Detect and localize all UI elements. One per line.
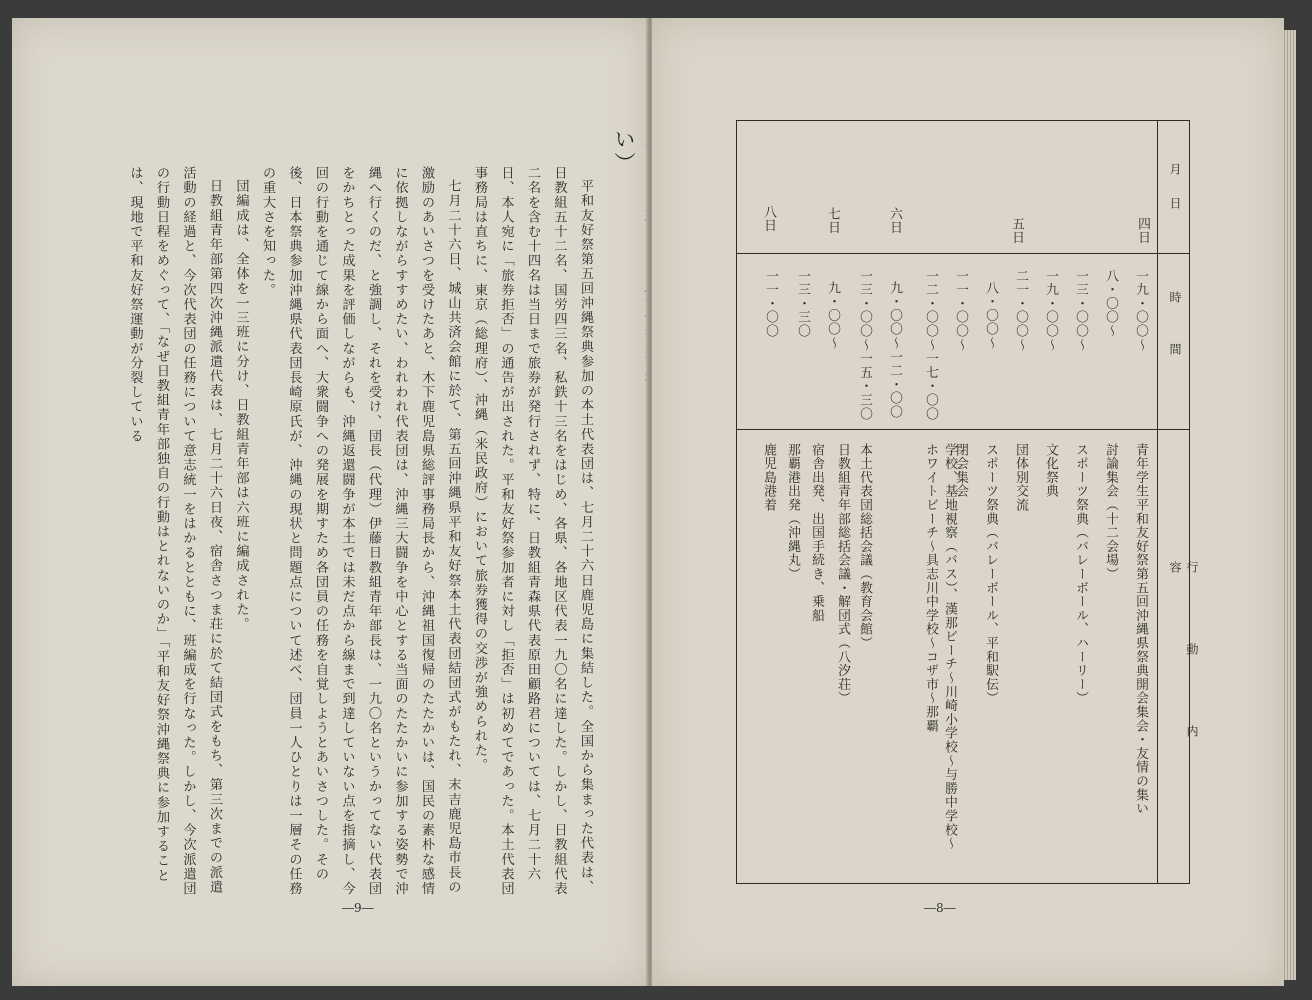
table-divider xyxy=(737,253,1189,254)
date-cell: 七日 xyxy=(825,207,840,235)
activity-cell: スポーツ祭典（バレーボール、ハーリー） xyxy=(1073,443,1088,706)
activity-cell: スポーツ祭典（バレーボール、平和駅伝） xyxy=(983,443,998,706)
time-cell: 八・〇〇〜 xyxy=(1103,269,1118,338)
time-cell: 一九・〇〇〜 xyxy=(1133,269,1148,352)
time-cell: 一二・〇〇〜一七・〇〇 xyxy=(923,269,938,421)
activity-cell: 宿舎出発、出国手続き、乗船 xyxy=(809,443,824,623)
date-cell: 六日 xyxy=(887,207,902,235)
header-activity: 行動内容 xyxy=(1168,561,1199,807)
activity-cell: 団体別交流 xyxy=(1013,443,1028,512)
activity-cell: 本土代表団総括会議（教育会館） xyxy=(857,443,872,650)
date-cell: 五日 xyxy=(1009,217,1024,245)
paragraph: 平和友好祭第五回沖縄祭典参加の本土代表団は、七月二十六日鹿児島に集結した。全国から集まった代表は、日教組五十二名、国労四三名、私鉄十三名をはじめ、各県、各地区代表一九〇名に達した。しかし、日教組代表二名を含む十四名は当日まで旅券が発行されず、特に、日教組青森県代表原田顧路君については、七月二十六日、本人宛に「旅券拒否」の通告が出された。平和友好祭参加者に対し「拒否」は初めてであった。本土代表団事務局は直ちに、東京（総理府）、沖縄（米民政府）において旅券獲得の交渉が強められた。 xyxy=(472,166,593,896)
left-page xyxy=(12,18,648,986)
body-text xyxy=(108,166,598,906)
activity-cell: 文化祭典 xyxy=(1043,443,1058,499)
page-number: ―9― xyxy=(342,901,374,915)
page-edges xyxy=(1282,30,1296,980)
time-cell: 八・〇〇〜 xyxy=(983,281,998,350)
header-date: 月日 xyxy=(1168,163,1182,231)
time-cell: 二一・〇〇〜 xyxy=(1013,269,1028,352)
time-cell: 一三・〇〇〜 xyxy=(1073,269,1088,352)
time-cell: 一一・〇〇 xyxy=(763,269,778,338)
date-cell: 四日 xyxy=(1135,217,1150,245)
paragraph: 団編成は、全体を一三班に分け、日教組青年部は六班に編成された。 xyxy=(233,179,249,632)
table-divider xyxy=(1157,121,1158,883)
table-divider xyxy=(737,429,1189,430)
time-cell: 一九・〇〇〜 xyxy=(1043,269,1058,352)
page-number: ―8― xyxy=(924,901,956,915)
header-time: 時間 xyxy=(1168,291,1182,395)
activity-cell: 討論集会（十二会場） xyxy=(1103,443,1118,581)
time-cell: 一一・〇〇〜 xyxy=(953,269,968,352)
paragraph: 七月二十六日、城山共済会館に於て、第五回沖縄県平和友好祭本土代表団結団式がもたれ、末吉鹿児島市長の激励のあいさつを受けたあと、木下鹿児島県総評事務局長から、沖縄祖国復帰のたたかいは、国民の素朴な感情に依拠しながらすすめたい、われわれ代表団は、沖縄三大闘争を中心とする当面のたたかいに参加する姿勢で沖縄へ行くのだ、と強調し、それを受け、団長（代理）伊藤日教組青年部長は、一九〇名というかってない代表団をかちとった成果を評価しながらも、沖縄返還闘争が本土では未だ点から線まで到達していない点を指摘し、今回の行動を通じて線から面へ、大衆闘争への発展を期すため各団員の任務を自覚しようとあいさつした。その後、日本祭典参加沖縄県代表団長崎原氏が、沖縄の現状と問題点について述べ、団員一人ひとりは一層その任務の重大さを知った。 xyxy=(260,166,461,896)
activity-cell: 日教組青年部総括会議・解団式（八汐荘） xyxy=(835,443,850,706)
time-cell: 九・〇〇〜一二・〇〇 xyxy=(887,281,902,419)
time-cell: 九・〇〇〜 xyxy=(825,281,840,350)
activity-cell: 青年学生平和友好祭第五回沖縄県祭典開会集会・友情の集い xyxy=(1133,443,1148,816)
paragraph: 日教組青年部第四次沖縄派遣代表は、七月二十六日夜、宿舎さつま荘に於て結団式をもち、第三次までの派遣活動の経過と、今次代表団の任務について意志統一をはかるとともに、班編成を行なった。しかし、今次派遣団の行動日程をめぐって、「なぜ日教組青年部独自の行動はとれないのか」「平和友好祭沖縄祭典に参加することは、現地で平和友好祭運動が分裂している xyxy=(127,166,222,896)
date-cell: 八日 xyxy=(761,205,776,233)
activity-cell: 学校、基地視察（バス）、漢那ビーチ〜川崎小学校〜与勝中学校〜ホワイトビーチ〜具志川中学校〜コザ市〜那覇 xyxy=(923,443,957,851)
right-page xyxy=(652,18,1284,986)
time-cell: 一三・三〇 xyxy=(795,269,810,338)
schedule-table xyxy=(736,120,1199,884)
activity-cell: 那覇港出発（沖縄丸） xyxy=(785,443,800,581)
time-cell: 一三・〇〇〜一五・三〇 xyxy=(857,269,872,421)
activity-cell: 鹿児島港着 xyxy=(761,443,776,512)
section-heading: い） xyxy=(612,128,636,176)
activity-cell: 閉会集会 xyxy=(953,443,968,499)
